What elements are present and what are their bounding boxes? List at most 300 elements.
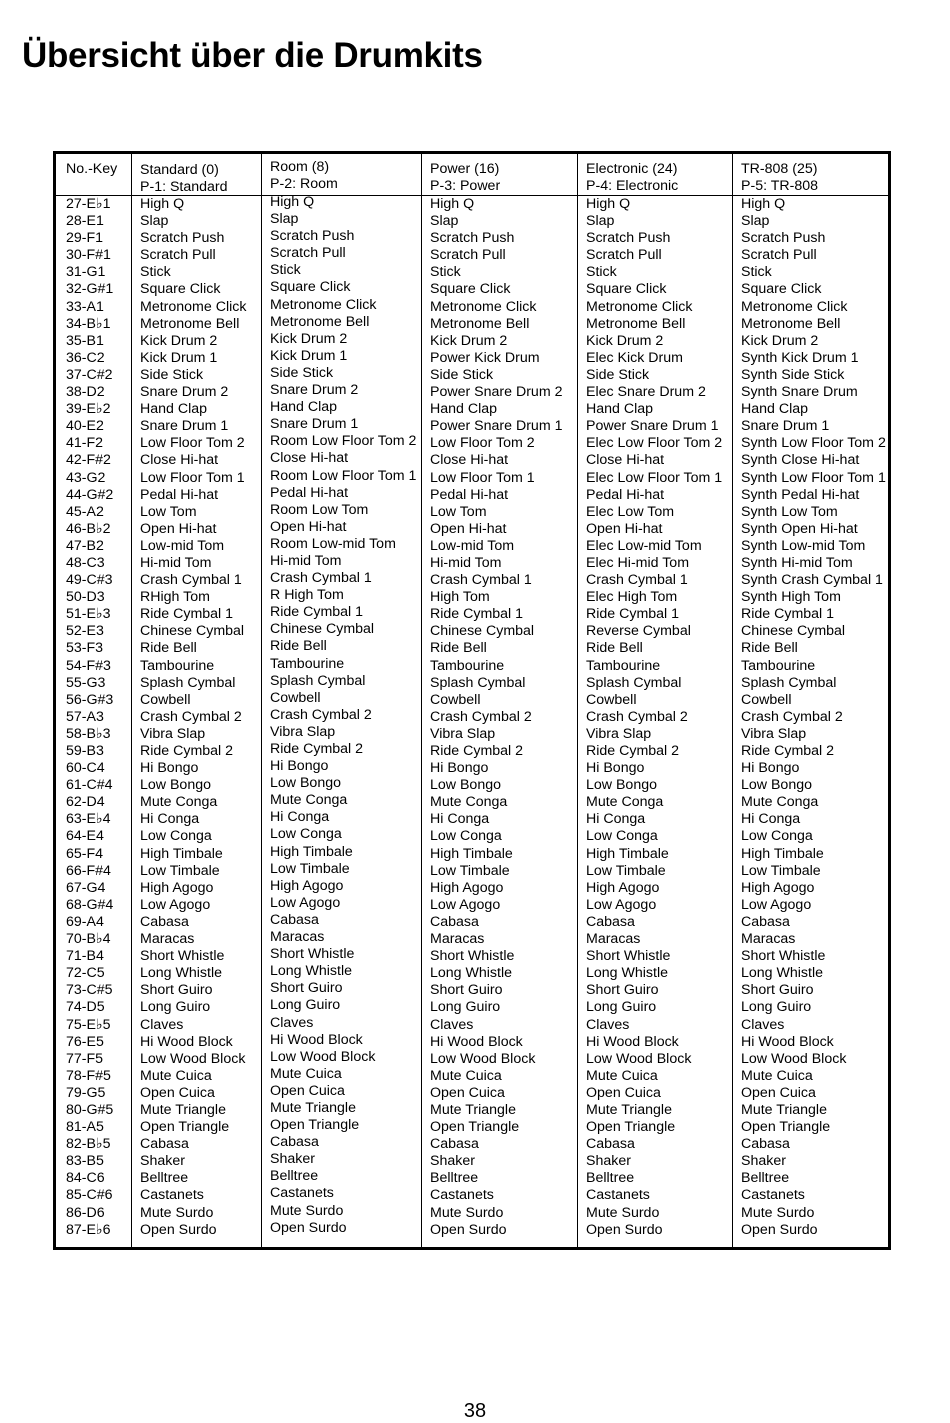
instrument-cell: Open Triangle (270, 1117, 360, 1134)
instrument-cell: Chinese Cymbal (140, 623, 245, 640)
instrument-cell: Open Triangle (586, 1119, 676, 1136)
key-cell: 27-E♭1 (66, 196, 111, 212)
instrument-cell: Low-mid Tom (140, 537, 225, 554)
instrument-cell: Snare Drum 2 (270, 382, 359, 399)
instrument-cell: High Q (586, 196, 631, 212)
instrument-cell: Hi Bongo (140, 760, 199, 777)
instrument-cell: Stick (270, 262, 301, 279)
instrument-cell: Side Stick (140, 366, 204, 383)
instrument-cell: Mute Triangle (270, 1099, 356, 1116)
instrument-cell: Open Triangle (741, 1119, 831, 1136)
instrument-cell: Chinese Cymbal (430, 623, 535, 640)
instrument-cell: Ride Cymbal 1 (741, 606, 835, 623)
column-header-program: P-2: Room (270, 176, 338, 192)
instrument-cell: Hand Clap (140, 401, 208, 418)
instrument-cell: High Agogo (270, 877, 344, 894)
instrument-cell: Crash Cymbal 2 (270, 706, 372, 723)
key-cell: 36-C2 (66, 349, 105, 366)
key-cell: 73-C#5 (66, 982, 113, 999)
instrument-cell: Cabasa (741, 913, 790, 930)
column-header-title: Room (8) (270, 159, 330, 175)
instrument-cell: Scratch Pull (741, 247, 817, 264)
instrument-cell: Elec Low-mid Tom (586, 537, 702, 554)
column-header-program: P-4: Electronic (586, 178, 679, 194)
instrument-cell: Crash Cymbal 1 (586, 572, 688, 589)
instrument-cell: Maracas (270, 929, 325, 946)
key-cell: 79-G5 (66, 1084, 106, 1101)
instrument-cell: Cabasa (140, 913, 189, 930)
instrument-cell: Power Snare Drum 2 (430, 384, 563, 401)
key-cell: 67-G4 (66, 879, 106, 896)
key-cell: 59-B3 (66, 743, 104, 759)
instrument-cell: Crash Cymbal 2 (430, 708, 532, 725)
instrument-cell: High Agogo (586, 879, 660, 896)
key-cell: 85-C#6 (66, 1187, 113, 1204)
instrument-cell: High Q (430, 196, 475, 212)
instrument-cell: RHigh Tom (140, 589, 210, 606)
key-cell: 42-F#2 (66, 452, 111, 469)
instrument-cell: High Timbale (430, 845, 513, 862)
instrument-cell: Open Hi-hat (270, 518, 347, 535)
instrument-cell: Synth Side Stick (741, 366, 845, 383)
instrument-cell: Low Floor Tom 2 (430, 435, 535, 452)
key-cell: 46-B♭2 (66, 520, 111, 537)
instrument-cell: Low Bongo (140, 777, 211, 794)
instrument-cell: Square Click (741, 281, 822, 298)
instrument-cell: Power Snare Drum 1 (430, 418, 563, 435)
instrument-cell: Scratch Push (270, 228, 355, 245)
instrument-cell: Power Snare Drum 1 (586, 418, 719, 435)
instrument-cell: Metronome Bell (741, 315, 841, 332)
instrument-cell: Side Stick (586, 366, 650, 383)
instrument-cell: Metronome Bell (140, 315, 240, 332)
instrument-cell: Hi Wood Block (140, 1033, 233, 1050)
instrument-cell: Vibra Slap (140, 725, 206, 742)
instrument-cell: Castanets (741, 1187, 805, 1204)
instrument-cell: Synth Low Floor Tom 1 (741, 469, 886, 486)
instrument-cell: Metronome Click (140, 298, 247, 315)
instrument-cell: Open Surdo (430, 1221, 507, 1238)
key-cell: 28-E1 (66, 213, 104, 230)
instrument-cell: Mute Conga (586, 794, 664, 811)
instrument-cell: Short Whistle (270, 946, 355, 963)
instrument-cell: Chinese Cymbal (741, 623, 846, 640)
instrument-cell: Crash Cymbal 1 (270, 570, 372, 587)
key-cell: 61-C#4 (66, 777, 113, 794)
key-cell: 41-F2 (66, 435, 104, 452)
instrument-cell: Short Whistle (140, 948, 225, 965)
instrument-cell: Metronome Click (430, 298, 537, 315)
instrument-cell: Low Timbale (741, 862, 821, 879)
instrument-cell: Metronome Click (586, 298, 693, 315)
instrument-cell: Side Stick (430, 366, 494, 383)
instrument-cell: Low-mid Tom (430, 537, 515, 554)
column-rows (422, 196, 578, 1239)
instrument-cell: Open Surdo (586, 1221, 663, 1238)
instrument-cell: Low Agogo (586, 896, 657, 913)
key-cell: 51-E♭3 (66, 606, 111, 623)
instrument-cell: Shaker (586, 1153, 631, 1170)
instrument-cell: Ride Cymbal 1 (430, 606, 524, 623)
instrument-cell: Hand Clap (741, 401, 809, 418)
instrument-cell: Short Guiro (586, 982, 659, 999)
instrument-cell: Low Agogo (741, 896, 812, 913)
instrument-cell: Open Triangle (430, 1119, 520, 1136)
instrument-cell: Low Bongo (741, 777, 812, 794)
instrument-cell: Castanets (140, 1187, 204, 1204)
instrument-cell: Crash Cymbal 1 (140, 572, 242, 589)
instrument-cell: Belltree (140, 1170, 189, 1187)
instrument-cell: Tambourine (586, 657, 661, 674)
instrument-cell: Cabasa (430, 913, 479, 930)
column-header-program: P-3: Power (430, 178, 501, 194)
instrument-cell: Cowbell (140, 691, 191, 708)
instrument-cell: Hi Conga (270, 809, 330, 826)
instrument-cell: Slap (430, 213, 459, 230)
instrument-cell: Square Click (430, 281, 511, 298)
instrument-cell: Crash Cymbal 1 (430, 572, 532, 589)
instrument-cell: Hi Conga (140, 811, 200, 828)
key-cell: 86-D6 (66, 1204, 105, 1221)
instrument-cell: Long Whistle (140, 965, 223, 982)
key-cell: 58-B♭3 (66, 725, 111, 742)
key-cell: 84-C6 (66, 1170, 105, 1187)
key-cell: 33-A1 (66, 298, 104, 315)
instrument-cell: Claves (586, 1016, 630, 1033)
instrument-cell: Hi Wood Block (270, 1031, 363, 1048)
instrument-cell: Ride Cymbal 2 (741, 743, 835, 759)
key-cell: 82-B♭5 (66, 1136, 111, 1153)
column-header-program: P-5: TR-808 (741, 178, 819, 194)
instrument-cell: Short Guiro (430, 982, 503, 999)
instrument-cell: High Q (741, 196, 786, 212)
instrument-cell: Open Cuica (140, 1084, 215, 1101)
instrument-cell: Open Cuica (430, 1084, 505, 1101)
instrument-cell: Ride Cymbal 2 (586, 743, 680, 759)
column-header (262, 154, 422, 196)
instrument-cell: Hi Bongo (270, 758, 329, 775)
key-cell: 78-F#5 (66, 1067, 111, 1084)
key-cell: 43-G2 (66, 469, 106, 486)
instrument-cell: Ride Bell (140, 640, 197, 657)
instrument-cell: Mute Triangle (430, 1101, 516, 1118)
instrument-cell: Elec High Tom (586, 589, 678, 606)
key-cell: 62-D4 (66, 794, 105, 811)
instrument-cell: Mute Conga (270, 792, 348, 809)
instrument-cell: Short Whistle (741, 948, 826, 965)
key-cell: 63-E♭4 (66, 811, 111, 828)
instrument-cell: Short Guiro (741, 982, 814, 999)
key-cell: 40-E2 (66, 418, 104, 435)
key-cell: 31-G1 (66, 264, 106, 281)
instrument-cell: Low Wood Block (586, 1050, 692, 1067)
standard-kit-column (131, 154, 262, 1247)
instrument-cell: Cabasa (586, 1136, 635, 1153)
tr808-kit-column (732, 154, 889, 1247)
instrument-cell: Elec Low Floor Tom 2 (586, 435, 723, 452)
instrument-cell: Hi Conga (586, 811, 646, 828)
instrument-cell: Low Agogo (140, 896, 211, 913)
instrument-cell: Ride Bell (741, 640, 798, 657)
instrument-cell: Cabasa (586, 913, 635, 930)
instrument-cell: Mute Surdo (586, 1204, 660, 1221)
instrument-cell: Open Surdo (270, 1219, 347, 1236)
instrument-cell: Snare Drum 1 (140, 418, 229, 435)
instrument-cell: Stick (430, 264, 461, 281)
instrument-cell: Low Floor Tom 2 (140, 435, 245, 452)
instrument-cell: Belltree (270, 1168, 319, 1185)
instrument-cell: Elec Snare Drum 2 (586, 384, 706, 401)
key-cell: 76-E5 (66, 1033, 104, 1050)
instrument-cell: R High Tom (270, 587, 344, 604)
instrument-cell: Kick Drum 1 (140, 349, 218, 366)
instrument-cell: Ride Cymbal 1 (270, 604, 364, 621)
instrument-cell: Claves (140, 1016, 184, 1033)
key-cell: 57-A3 (66, 708, 104, 725)
key-cell: 83-B5 (66, 1153, 104, 1170)
instrument-cell: Hand Clap (430, 401, 498, 418)
instrument-cell: Splash Cymbal (140, 674, 236, 691)
instrument-cell: Low Wood Block (140, 1050, 246, 1067)
instrument-cell: Cowbell (430, 691, 481, 708)
instrument-cell: Open Hi-hat (586, 520, 663, 537)
key-column (56, 154, 131, 1247)
instrument-cell: Mute Cuica (430, 1067, 502, 1084)
column-header-title: Power (16) (430, 161, 500, 177)
instrument-cell: Metronome Click (741, 298, 848, 315)
instrument-cell: Hand Clap (586, 401, 654, 418)
instrument-cell: Splash Cymbal (741, 674, 837, 691)
instrument-cell: Square Click (140, 281, 221, 298)
instrument-cell: Crash Cymbal 2 (140, 708, 242, 725)
key-cell: 30-F#1 (66, 247, 111, 264)
instrument-cell: Belltree (586, 1170, 635, 1187)
instrument-cell: Kick Drum 2 (270, 330, 348, 347)
room-kit-column (261, 154, 422, 1247)
instrument-cell: Claves (430, 1016, 474, 1033)
instrument-cell: Open Hi-hat (430, 520, 507, 537)
instrument-cell: Long Whistle (430, 965, 513, 982)
instrument-cell: Stick (586, 264, 617, 281)
instrument-cell: Metronome Click (270, 296, 377, 313)
instrument-cell: High Timbale (741, 845, 824, 862)
instrument-cell: Snare Drum 2 (140, 384, 229, 401)
instrument-cell: Shaker (270, 1151, 315, 1168)
power-kit-column (421, 154, 578, 1247)
key-cell: 47-B2 (66, 537, 104, 554)
key-cell: 48-C3 (66, 554, 105, 571)
instrument-cell: Synth Low Tom (741, 503, 838, 520)
column-header (132, 154, 262, 196)
instrument-cell: Hand Clap (270, 399, 338, 416)
instrument-cell: Low Floor Tom 1 (140, 469, 245, 486)
key-cell: 29-F1 (66, 230, 104, 247)
key-cell: 32-G#1 (66, 281, 114, 298)
instrument-cell: Synth Pedal Hi-hat (741, 486, 860, 503)
page-title: Übersicht über die Drumkits (22, 36, 483, 75)
instrument-cell: Elec Kick Drum (586, 349, 683, 366)
instrument-cell: Slap (140, 213, 169, 230)
instrument-cell: Ride Bell (430, 640, 487, 657)
instrument-cell: Kick Drum 1 (270, 347, 348, 364)
instrument-cell: Hi-mid Tom (430, 554, 502, 571)
key-cell: 71-B4 (66, 948, 104, 965)
instrument-cell: Hi-mid Tom (270, 552, 342, 569)
instrument-cell: Scratch Push (741, 230, 826, 247)
column-rows (132, 196, 262, 1239)
instrument-cell: Room Low-mid Tom (270, 535, 396, 552)
instrument-cell: Low Wood Block (741, 1050, 847, 1067)
instrument-cell: Short Whistle (586, 948, 671, 965)
instrument-cell: Maracas (430, 931, 485, 948)
instrument-cell: Synth Hi-mid Tom (741, 554, 853, 571)
instrument-cell: Synth Close Hi-hat (741, 452, 860, 469)
instrument-cell: High Timbale (586, 845, 669, 862)
instrument-cell: Mute Conga (430, 794, 508, 811)
instrument-cell: Crash Cymbal 2 (741, 708, 843, 725)
instrument-cell: Mute Surdo (140, 1204, 214, 1221)
instrument-cell: Low Timbale (586, 862, 666, 879)
instrument-cell: Synth Kick Drum 1 (741, 349, 859, 366)
instrument-cell: Cowbell (586, 691, 637, 708)
instrument-cell: Metronome Bell (430, 315, 530, 332)
instrument-cell: Mute Triangle (140, 1101, 226, 1118)
instrument-cell: Ride Cymbal 1 (586, 606, 680, 623)
page-number: 38 (463, 1400, 487, 1422)
instrument-cell: Castanets (270, 1185, 334, 1202)
instrument-cell: Low Conga (140, 828, 212, 845)
instrument-cell: Chinese Cymbal (270, 621, 375, 638)
instrument-cell: High Q (140, 196, 185, 212)
instrument-cell: High Timbale (140, 845, 223, 862)
instrument-cell: Tambourine (430, 657, 505, 674)
column-rows (56, 196, 131, 1239)
instrument-cell: Vibra Slap (586, 725, 652, 742)
instrument-cell: Mute Surdo (430, 1204, 504, 1221)
instrument-cell: Low Timbale (430, 862, 510, 879)
instrument-cell: Open Hi-hat (140, 520, 217, 537)
key-cell: 77-F5 (66, 1050, 104, 1067)
instrument-cell: Mute Cuica (140, 1067, 212, 1084)
instrument-cell: Low Timbale (270, 860, 350, 877)
instrument-cell: Hi Wood Block (586, 1033, 679, 1050)
instrument-cell: Low Conga (430, 828, 502, 845)
instrument-cell: Shaker (741, 1153, 786, 1170)
instrument-cell: Cabasa (270, 911, 319, 928)
key-cell: 65-F4 (66, 845, 104, 862)
instrument-cell: Pedal Hi-hat (270, 484, 349, 501)
instrument-cell: Scratch Pull (586, 247, 662, 264)
instrument-cell: Scratch Pull (140, 247, 216, 264)
instrument-cell: Kick Drum 2 (741, 332, 819, 349)
column-header-title: TR-808 (25) (741, 161, 818, 177)
instrument-cell: Low Timbale (140, 862, 220, 879)
key-cell: 34-B♭1 (66, 315, 111, 332)
instrument-cell: Open Triangle (140, 1119, 230, 1136)
instrument-cell: Stick (741, 264, 772, 281)
column-header-title: No.-Key (66, 161, 118, 177)
key-cell: 49-C#3 (66, 572, 113, 589)
instrument-cell: Synth Snare Drum (741, 384, 858, 401)
instrument-cell: Ride Bell (586, 640, 643, 657)
instrument-cell: Mute Triangle (586, 1101, 672, 1118)
instrument-cell: Close Hi-hat (270, 450, 349, 467)
key-cell: 52-E3 (66, 623, 104, 640)
instrument-cell: Long Guiro (140, 999, 211, 1016)
instrument-cell: Belltree (741, 1170, 790, 1187)
instrument-cell: Vibra Slap (430, 725, 496, 742)
instrument-cell: Claves (270, 1014, 314, 1031)
instrument-cell: Mute Cuica (741, 1067, 813, 1084)
instrument-cell: Side Stick (270, 364, 334, 381)
key-cell: 81-A5 (66, 1119, 104, 1136)
instrument-cell: Cabasa (140, 1136, 189, 1153)
instrument-cell: Slap (586, 213, 615, 230)
instrument-cell: Low Bongo (586, 777, 657, 794)
key-cell: 60-C4 (66, 760, 105, 777)
instrument-cell: Vibra Slap (270, 723, 336, 740)
instrument-cell: Open Cuica (741, 1084, 816, 1101)
instrument-cell: Elec Hi-mid Tom (586, 554, 690, 571)
instrument-cell: Hi Wood Block (430, 1033, 523, 1050)
key-cell: 74-D5 (66, 999, 105, 1016)
instrument-cell: Cabasa (430, 1136, 479, 1153)
instrument-cell: Castanets (430, 1187, 494, 1204)
instrument-cell: Synth Low-mid Tom (741, 537, 866, 554)
key-cell: 75-E♭5 (66, 1016, 111, 1033)
instrument-cell: Room Low Tom (270, 501, 369, 518)
column-rows (578, 196, 733, 1239)
instrument-cell: Long Whistle (270, 963, 353, 980)
instrument-cell: Power Kick Drum (430, 349, 540, 366)
instrument-cell: Low Agogo (430, 896, 501, 913)
instrument-cell: Hi Conga (741, 811, 801, 828)
instrument-cell: Close Hi-hat (430, 452, 509, 469)
instrument-cell: Maracas (586, 931, 641, 948)
instrument-cell: Elec Low Floor Tom 1 (586, 469, 723, 486)
instrument-cell: Cowbell (741, 691, 792, 708)
key-cell: 87-E♭6 (66, 1221, 111, 1238)
instrument-cell: Castanets (586, 1187, 650, 1204)
instrument-cell: Square Click (586, 281, 667, 298)
instrument-cell: Shaker (140, 1153, 185, 1170)
instrument-cell: Room Low Floor Tom 2 (270, 433, 417, 450)
instrument-cell: Hi Bongo (586, 760, 645, 777)
instrument-cell: High Timbale (270, 843, 353, 860)
column-header (56, 154, 131, 196)
instrument-cell: Tambourine (140, 657, 215, 674)
column-header-program: P-1: Standard (140, 179, 228, 195)
instrument-cell: Reverse Cymbal (586, 623, 691, 640)
instrument-cell: Ride Cymbal 1 (140, 606, 234, 623)
instrument-cell: Ride Bell (270, 638, 327, 655)
instrument-cell: Snare Drum 1 (741, 418, 830, 435)
instrument-cell: Long Whistle (586, 965, 669, 982)
instrument-cell: Slap (741, 213, 770, 230)
key-cell: 55-G3 (66, 674, 106, 691)
instrument-cell: Hi Bongo (741, 760, 800, 777)
instrument-cell: Low Tom (140, 503, 197, 520)
instrument-cell: Hi Conga (430, 811, 490, 828)
instrument-cell: Kick Drum 2 (140, 332, 218, 349)
instrument-cell: High Agogo (430, 879, 504, 896)
instrument-cell: Room Low Floor Tom 1 (270, 467, 417, 484)
instrument-cell: Hi Bongo (430, 760, 489, 777)
instrument-cell: High Q (270, 194, 315, 210)
instrument-cell: Ride Cymbal 2 (270, 741, 364, 757)
instrument-cell: Mute Surdo (741, 1204, 815, 1221)
instrument-cell: Short Whistle (430, 948, 515, 965)
